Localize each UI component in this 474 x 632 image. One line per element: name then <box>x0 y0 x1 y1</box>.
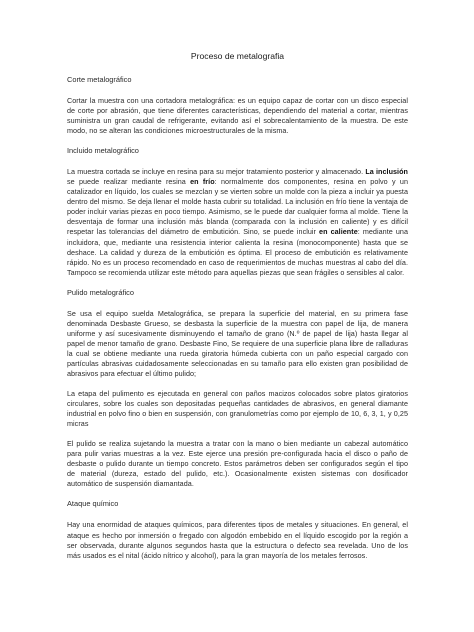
section-corte <box>67 75 408 136</box>
section-heading-pulido: Pulido metalográfico <box>67 287 134 297</box>
text-run: se puede realizar mediante resina <box>67 177 191 187</box>
section-heading-incluido: Incluido metalográfico <box>67 146 139 156</box>
paragraph-corte <box>67 96 408 136</box>
text-run: La muestra cortada se incluye en resina para su mejor tratamiento posterior y almacenado. <box>67 167 366 177</box>
section-incluido <box>67 146 408 278</box>
paragraph-pulido-2 <box>67 389 408 429</box>
text-run: Hay una enormidad de ataques químicos, para diferentes tipos de metales y situaciones. En general, el ataque es hecho por inmersión o fregado con algodón embebido en el líquido escogido por la región a ser observada, durante algunos segundos hasta que la estructura o defecto sea revelada. Uno de los más usados es el nital (ácido nítrico y alcohol), para la gran mayoría de los metales ferrosos. <box>67 520 408 560</box>
text-run: Cortar la muestra con una cortadora metalográfica: es un equipo capaz de cortar con un disco especial de corte por abrasión, que tiene diferentes características, dependiendo del material a cortar, mientras suministra un gran caudal de refrigerante, evitando así el sobrecalentamiento de la muestra. De este modo, no se alteran las condiciones microestructurales de la misma. <box>67 96 408 136</box>
text-run: Se usa el equipo suelda Metalográfica, se prepara la superficie del material, en su primera fase denominada Desbaste Grueso, se desbasta la superficie de la muestra con papel de lija, de manera uniforme y así sucesivamente disminuyendo el tamaño de grano (N.º de papel de lija) hasta llegar al papel de menor tamaño de grano. Desbaste Fino, Se requiere de una superficie plana libre de ralladuras la cual se obtiene mediante una rueda giratoria húmeda cubierta con un paño especial cargado con partículas abrasivas cuidadosamente seleccionadas en su tamaño para ello existen gran posibilidad de abrasivos para efectuar el último pulido; <box>67 308 408 378</box>
paragraph-incluido <box>67 167 408 278</box>
section-heading-ataque: Ataque químico <box>67 499 119 509</box>
section-pulido <box>67 288 408 490</box>
text-run: : normalmente dos componentes, resina en polvo y un catalizador en líquido, los cuales se mezclan y se vierten sobre un molde con la pieza a incluir ya puesta dentro del mismo. Se deja llenar el molde hasta cubrir su totalidad. La inclusión en frío tiene la ventaja de poder incluir varias piezas en poco tiempo. Asimismo, se le puede dar cualquier forma al molde. Tiene la desventaja de formar una inclusión más blanda (comparada con la inclusión en caliente) y es difícil respetar las tolerancias del diámetro de embutición. Sino, se puede incluir <box>67 177 408 237</box>
section-heading-corte: Corte metalográfico <box>67 75 132 84</box>
bold-text-run: La inclusión <box>365 167 408 177</box>
paragraph-pulido-1 <box>67 309 408 379</box>
section-ataque <box>67 499 408 560</box>
paragraph-ataque <box>67 520 408 560</box>
document-title: Proceso de metalografia <box>190 51 285 61</box>
bold-text-run: en caliente <box>319 227 358 237</box>
paragraph-pulido-3 <box>67 439 408 489</box>
text-run: : mediante una incluidora, que, mediante una resistencia interior calienta la resina (monocomponente) hasta que se deshace. La calidad y dureza de la embutición es óptima. El proceso de embutición es relativamente rápido. No es un proceso recomendado en caso de requerimientos de muchas muestras al cabo del día. Tampoco se recomienda utilizar este método para aquellas piezas que sean frágiles o sensibles al calor. <box>67 227 408 277</box>
bold-text-run: en frío <box>190 177 215 187</box>
text-run: El pulido se realiza sujetando la muestra a tratar con la mano o bien mediante un cabezal automático para pulir varias muestras a la vez. Este ejerce una presión pre-configurada hacia el disco o paño de desbaste o pulido durante un tiempo concreto. Estos parámetros deben ser configurados según el tipo de material (dureza, estado del pulido, etc.). Ocasionalmente existen sistemas con dosificador automático de suspensión diamantada. <box>67 439 408 489</box>
text-run: La etapa del pulimento es ejecutada en general con paños macizos colocados sobre platos giratorios circulares, sobre los cuales son depositadas pequeñas cantidades de abrasivos, en general diamante industrial en polvo fino o bien en suspensión, con granulometrías como por ejemplo de 10, 6, 3, 1, y 0,25 micras <box>67 389 408 429</box>
